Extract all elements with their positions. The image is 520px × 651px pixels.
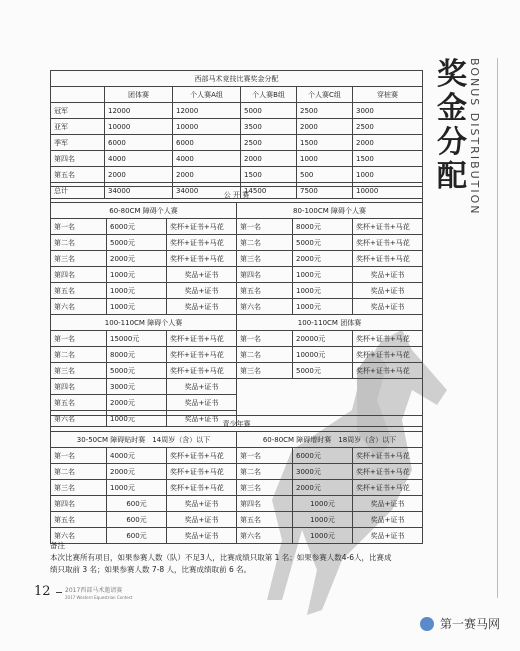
cell: 10000 (353, 183, 423, 199)
notes-line: 本次比赛所有项目，如果参赛人数（队）不足3人，比赛成绩只取第 1 名；如果参赛人数4-6人，比赛成 (50, 553, 392, 562)
cell: 第四名 (51, 267, 107, 283)
cell: 奖杯+证书+马花 (353, 464, 423, 480)
cell: 奖杯+证书+马花 (353, 448, 423, 464)
footer-line: 2017西部马术邀请赛 (65, 587, 123, 594)
table-row (51, 119, 423, 135)
cell: 奖杯+证书+马花 (353, 363, 423, 379)
cell: 1000元 (293, 512, 353, 528)
cell: 第一名 (237, 331, 293, 347)
cell: 1000元 (293, 267, 353, 283)
watermark (420, 615, 500, 632)
header-cell: 个人赛A组 (173, 87, 241, 103)
table-row (51, 135, 423, 151)
cell: 奖品+证书 (353, 496, 423, 512)
cell: 500 (297, 167, 353, 183)
subtable-title-row (51, 315, 423, 331)
side-title-char: 分 (437, 125, 467, 160)
cell: 奖品+证书 (167, 299, 237, 315)
cell: 14500 (241, 183, 297, 199)
cell: 10000元 (293, 347, 353, 363)
cell: 1000元 (293, 496, 353, 512)
table-row (51, 151, 423, 167)
cell: 3500 (241, 119, 297, 135)
cell: 第四名 (51, 151, 105, 167)
cell: 3000 (353, 103, 423, 119)
cell: 6000元 (107, 219, 167, 235)
header-cell: 个人赛B组 (241, 87, 297, 103)
cell: 冠军 (51, 103, 105, 119)
cell: 1000 (353, 167, 423, 183)
cell: 2000 (241, 151, 297, 167)
notes-line: 绩只取前 3 名；如果参赛人数 7-8 人，比赛成绩取前 6 名。 (50, 565, 252, 574)
cell: 第三名 (51, 480, 107, 496)
cell: 2000 (105, 167, 173, 183)
cell: 第四名 (51, 379, 107, 395)
vertical-divider (497, 58, 498, 598)
table-row (51, 283, 423, 299)
cell: 2500 (297, 103, 353, 119)
cell: 第三名 (51, 251, 107, 267)
subtable-title: 80-100CM 障碍个人赛 (237, 203, 423, 219)
cell: 第四名 (237, 267, 293, 283)
cell: 亚军 (51, 119, 105, 135)
cell: 第二名 (51, 464, 107, 480)
table-row (51, 379, 423, 395)
cell: 奖品+证书 (167, 512, 237, 528)
cell: 2500 (353, 119, 423, 135)
cell: 20000元 (293, 331, 353, 347)
cell: 第六名 (237, 528, 293, 544)
cell: 第五名 (237, 512, 293, 528)
cell: 奖杯+证书+马花 (167, 219, 237, 235)
cell: 7500 (297, 183, 353, 199)
cell: 2000元 (107, 395, 167, 411)
side-subtitle-text: BONUS DISTRIBUTION (468, 58, 481, 216)
table-row (51, 299, 423, 315)
cell: 4000 (105, 151, 173, 167)
subtable-title: 30-50CM 障碍贴时赛 14周岁（含）以下 (51, 432, 237, 448)
cell: 5000元 (293, 235, 353, 251)
cell: 奖杯+证书+马花 (353, 347, 423, 363)
cell: 奖杯+证书+马花 (353, 251, 423, 267)
cell: 第三名 (51, 363, 107, 379)
cell: 第二名 (237, 235, 293, 251)
cell: 4000元 (107, 448, 167, 464)
table-row (51, 496, 423, 512)
cell: 1000元 (293, 528, 353, 544)
cell: 第六名 (237, 299, 293, 315)
cell: 1000元 (107, 411, 167, 427)
subtable-title: 60-80CM 障碍个人赛 (51, 203, 237, 219)
open-competition-table (50, 186, 423, 427)
cell: 奖品+证书 (353, 528, 423, 544)
cell: 3000元 (107, 379, 167, 395)
cell: 1500 (353, 151, 423, 167)
cell: 第三名 (237, 480, 293, 496)
cell: 1000元 (107, 283, 167, 299)
cell: 第六名 (51, 299, 107, 315)
cell: 6000 (173, 135, 241, 151)
header-cell (51, 87, 105, 103)
cell: 15000元 (107, 331, 167, 347)
section-title: 公 开 赛 (51, 187, 423, 203)
cell: 第五名 (237, 283, 293, 299)
header-cell: 穿桩赛 (353, 87, 423, 103)
cell: 奖品+证书 (167, 528, 237, 544)
watermark-text: 第一赛马网 (440, 617, 501, 631)
cell: 奖品+证书 (353, 267, 423, 283)
cell: 第一名 (51, 219, 107, 235)
cell: 5000元 (107, 235, 167, 251)
cell: 34000 (105, 183, 173, 199)
cell: 奖杯+证书+马花 (353, 219, 423, 235)
cell: 10000 (173, 119, 241, 135)
header-cell: 个人赛C组 (297, 87, 353, 103)
cell: 5000元 (107, 363, 167, 379)
cell: 奖杯+证书+马花 (167, 251, 237, 267)
cell: 奖品+证书 (167, 267, 237, 283)
cell: 奖杯+证书+马花 (167, 347, 237, 363)
table-row (51, 363, 423, 379)
table-row (51, 235, 423, 251)
cell: 5000元 (293, 363, 353, 379)
cell: 第一名 (51, 448, 107, 464)
subtable-title: 100-110CM 障碍个人赛 (51, 315, 237, 331)
cell: 奖品+证书 (353, 512, 423, 528)
cell: 1000元 (293, 283, 353, 299)
wechat-logo-icon (420, 617, 434, 631)
cell: 第一名 (237, 448, 293, 464)
table-header-row (51, 87, 423, 103)
cell: 奖品+证书 (167, 411, 237, 427)
cell: 第六名 (51, 411, 107, 427)
cell: 6000 (105, 135, 173, 151)
table-row (51, 331, 423, 347)
cell: 1000元 (107, 267, 167, 283)
cell: 2000 (353, 135, 423, 151)
cell: 600元 (107, 512, 167, 528)
cell: 奖品+证书 (167, 379, 237, 395)
cell: 2000元 (293, 480, 353, 496)
cell: 600元 (107, 528, 167, 544)
table-row (51, 103, 423, 119)
cell: 12000 (173, 103, 241, 119)
cell: 3000元 (293, 464, 353, 480)
side-title (432, 58, 472, 194)
cell: 奖品+证书 (353, 299, 423, 315)
subtable-title: 60-80CM 障碍增时赛 18周岁（含）以下 (237, 432, 423, 448)
youth-competition-table (50, 415, 423, 544)
cell: 第三名 (237, 363, 293, 379)
cell: 第二名 (237, 347, 293, 363)
cell: 2000 (297, 119, 353, 135)
cell: 2000元 (293, 251, 353, 267)
cell: 季军 (51, 135, 105, 151)
table-title: 西部马术竞技比赛奖金分配 (51, 71, 423, 87)
cell: 奖品+证书 (167, 496, 237, 512)
side-subtitle (468, 58, 486, 248)
cell: 第三名 (237, 251, 293, 267)
subtable-title-row (51, 432, 423, 448)
cell: 奖品+证书 (167, 283, 237, 299)
cell: 奖杯+证书+马花 (167, 363, 237, 379)
cell: 第五名 (51, 512, 107, 528)
cell: 第四名 (51, 496, 107, 512)
cell: 2000元 (107, 251, 167, 267)
table-row (51, 347, 423, 363)
cell: 总计 (51, 183, 105, 199)
cell: 2000元 (107, 464, 167, 480)
table-row (51, 480, 423, 496)
cell: 第四名 (237, 496, 293, 512)
cell: 8000元 (107, 347, 167, 363)
cell: 第一名 (51, 331, 107, 347)
cell: 1000元 (107, 480, 167, 496)
footer-text (65, 587, 132, 601)
header-cell: 团体赛 (105, 87, 173, 103)
table-row (51, 464, 423, 480)
side-title-char: 奖 (437, 57, 467, 92)
cell: 第二名 (51, 235, 107, 251)
cell: 600元 (107, 496, 167, 512)
notes-heading: 备注 (50, 541, 65, 550)
table-row (51, 448, 423, 464)
cell: 奖杯+证书+马花 (167, 235, 237, 251)
cell: 第一名 (237, 219, 293, 235)
table-row (51, 251, 423, 267)
cell: 10000 (105, 119, 173, 135)
cell: 第五名 (51, 395, 107, 411)
cell: 第二名 (51, 347, 107, 363)
cell: 12000 (105, 103, 173, 119)
cell: 8000元 (293, 219, 353, 235)
cell: 奖杯+证书+马花 (353, 480, 423, 496)
western-prize-table (50, 70, 423, 199)
cell: 奖杯+证书+马花 (353, 331, 423, 347)
cell: 第五名 (51, 283, 107, 299)
table-row (51, 167, 423, 183)
cell: 奖品+证书 (353, 283, 423, 299)
cell: 2500 (241, 135, 297, 151)
cell: 1000元 (293, 299, 353, 315)
cell: 1000元 (107, 299, 167, 315)
cell: 奖杯+证书+马花 (167, 448, 237, 464)
table-row (51, 512, 423, 528)
table-row (51, 267, 423, 283)
section-title: 青少年赛 (51, 416, 423, 432)
cell: 5000 (241, 103, 297, 119)
page-number: 12 (34, 584, 51, 599)
cell: 4000 (173, 151, 241, 167)
subtable-title-row (51, 203, 423, 219)
cell: 第五名 (51, 167, 105, 183)
cell: 奖杯+证书+马花 (167, 331, 237, 347)
cell: 6000元 (293, 448, 353, 464)
cell: 第六名 (51, 528, 107, 544)
cell: 奖品+证书 (167, 395, 237, 411)
cell: 奖杯+证书+马花 (167, 464, 237, 480)
side-title-char: 金 (437, 91, 467, 126)
cell: 1500 (241, 167, 297, 183)
table-row (51, 219, 423, 235)
side-title-char: 配 (437, 159, 467, 194)
cell: 1500 (297, 135, 353, 151)
cell: 34000 (173, 183, 241, 199)
cell: 第二名 (237, 464, 293, 480)
footer-line: 2017 Western Equestrian Contest (65, 595, 133, 600)
cell: 奖杯+证书+马花 (167, 480, 237, 496)
cell: 奖杯+证书+马花 (353, 235, 423, 251)
cell: 2000 (173, 167, 241, 183)
cell: 1000 (297, 151, 353, 167)
notes-block (50, 540, 428, 576)
footer-divider (56, 592, 62, 593)
subtable-title: 100-110CM 团体赛 (237, 315, 423, 331)
